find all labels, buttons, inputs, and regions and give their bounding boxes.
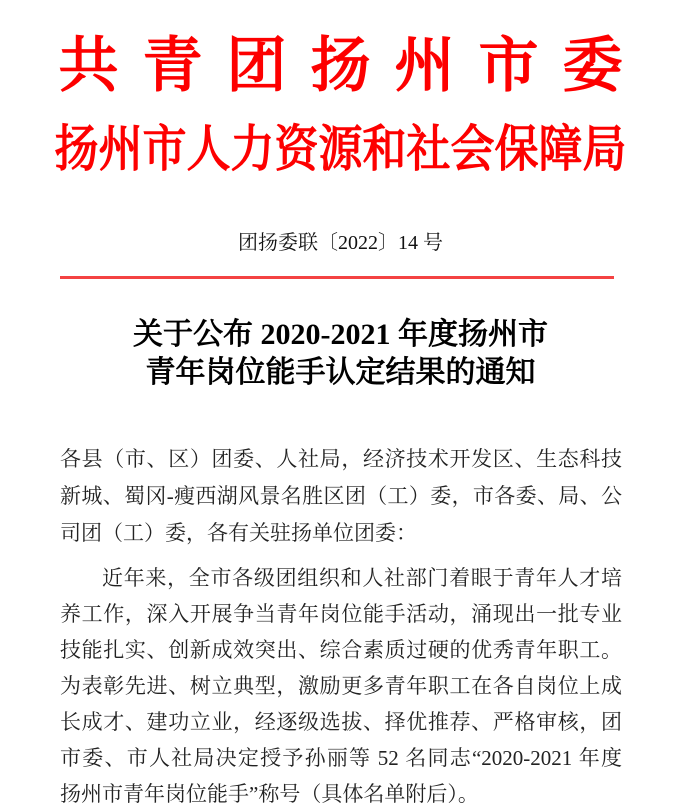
document-number: 团扬委联〔2022〕14 号 [238,232,443,254]
document-body [60,441,622,812]
body-line: 司团（工）委，各有关驻扬单位团委： [60,521,417,545]
letterhead-org-secondary: 扬州市人力资源和社会保障局 [54,121,627,177]
body-line: 为表彰先进、树立典型，激励更多青年职工在各自岗位上成 [60,674,622,698]
letterhead-org-primary: 共青团扬州市委 [58,33,647,99]
document-title-line-1: 关于公布 2020-2021 年度扬州市 [133,318,548,351]
body-line: 扬州市青年岗位能手”称号（具体名单附后）。 [60,782,479,806]
body-line: 技能扎实、创新成效突出、综合素质过硬的优秀青年职工。 [60,638,622,662]
main-notice-paragraph [60,560,622,812]
body-line: 养工作，深入开展争当青年岗位能手活动，涌现出一批专业 [60,602,622,626]
body-line: 各县（市、区）团委、人社局，经济技术开发区、生态科技 [60,447,622,471]
document-title [0,316,681,392]
red-divider-line [60,276,614,279]
body-line: 市委、市人社局决定授予孙丽等 52 名同志“2020-2021 年度 [60,746,622,770]
recipients-paragraph [60,441,622,552]
body-line: 近年来，全市各级团组织和人社部门着眼于青年人才培 [102,566,622,590]
body-line: 长成才、建功立业，经逐级选拔、择优推荐、严格审核，团 [60,710,622,734]
document-title-line-2: 青年岗位能手认定结果的通知 [145,356,536,389]
body-line: 新城、蜀冈-瘦西湖风景名胜区团（工）委，市各委、局、公 [60,484,622,508]
